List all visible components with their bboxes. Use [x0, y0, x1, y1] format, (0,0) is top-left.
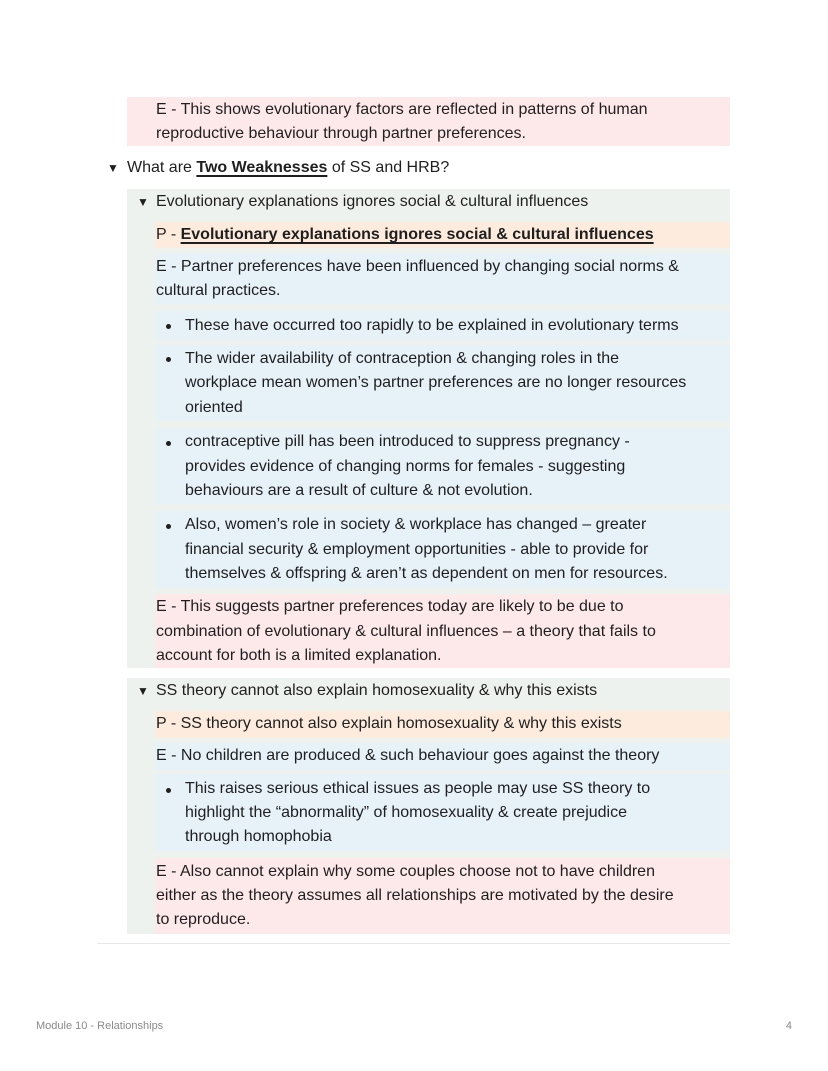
question-toggle-heading[interactable]: [127, 156, 449, 181]
bullet-text-line: highlight the “abnormality” of homosexuality & create prejudice: [185, 804, 628, 821]
evaluation-text-line: account for both is a limited explanation.: [156, 647, 442, 664]
section-divider: [97, 943, 730, 944]
toggle-triangle-icon[interactable]: ▼: [137, 684, 149, 698]
bullet-text-line: Also, women’s role in society & workplace has changed – greater: [185, 516, 647, 533]
bullet-text-line: through homophobia: [185, 828, 332, 845]
point-text: P - SS theory cannot also explain homosexuality & why this exists: [156, 715, 622, 732]
evaluation-text-line: to reproduce.: [156, 911, 251, 928]
evaluation-text-line: E - Also cannot explain why some couples choose not to have children: [156, 863, 655, 880]
question-prefix: What are: [127, 159, 197, 176]
weakness-2-toggle-label[interactable]: SS theory cannot also explain homosexuality & why this exists: [156, 682, 598, 699]
bullet-text-line: financial security & employment opportunities - able to provide for: [185, 541, 649, 558]
explanation-text: E - No children are produced & such behaviour goes against the theory: [156, 747, 660, 764]
bullet-dot-icon: [166, 324, 171, 329]
bullet-text-line: behaviours are a result of culture & not evolution.: [185, 482, 533, 499]
bullet-text-line: workplace mean women’s partner preferences are no longer resources: [185, 374, 687, 391]
bullet-dot-icon: [166, 788, 171, 793]
bullet-dot-icon: [166, 357, 171, 362]
explanation-text-line: E - Partner preferences have been influenced by changing social norms &: [156, 258, 679, 275]
bullet-dot-icon: [166, 441, 171, 446]
evaluation-text-line: either as the theory assumes all relationships are motivated by the desire: [156, 887, 674, 904]
bullet-text-line: oriented: [185, 399, 243, 416]
toggle-triangle-icon[interactable]: ▼: [107, 161, 119, 175]
point-prefix: P -: [156, 226, 181, 243]
bullet-text-line: The wider availability of contraception & changing roles in the: [185, 350, 620, 367]
question-emphasis: Two Weaknesses: [196, 159, 328, 176]
footer-page-number: 4: [785, 1020, 792, 1032]
bullet-text-line: This raises serious ethical issues as people may use SS theory to: [185, 780, 651, 797]
explanation-text-line: cultural practices.: [156, 282, 281, 299]
bullet-text-line: contraceptive pill has been introduced to suppress pregnancy -: [185, 433, 630, 450]
evaluation-text-line: E - This suggests partner preferences today are likely to be due to: [156, 598, 624, 615]
evaluation-text-line: E - This shows evolutionary factors are reflected in patterns of human: [156, 101, 648, 118]
evaluation-text-line: reproductive behaviour through partner preferences.: [156, 125, 526, 142]
bullet-dot-icon: [166, 524, 171, 529]
point-text: [156, 223, 654, 248]
footer-module-title: Module 10 - Relationships: [36, 1020, 164, 1032]
weakness-1-toggle-label[interactable]: Evolutionary explanations ignores social & cultural influences: [156, 193, 589, 210]
bullet-text-line: themselves & offspring & aren’t as dependent on men for resources.: [185, 565, 668, 582]
point-bold-text: Evolutionary explanations ignores social & cultural influences: [180, 226, 654, 243]
question-suffix: of SS and HRB?: [327, 159, 450, 176]
bullet-text-line: provides evidence of changing norms for females - suggesting: [185, 458, 626, 475]
toggle-triangle-icon[interactable]: ▼: [137, 195, 149, 209]
bullet-text-line: These have occurred too rapidly to be explained in evolutionary terms: [185, 317, 679, 334]
evaluation-text-line: combination of evolutionary & cultural influences – a theory that fails to: [156, 623, 656, 640]
